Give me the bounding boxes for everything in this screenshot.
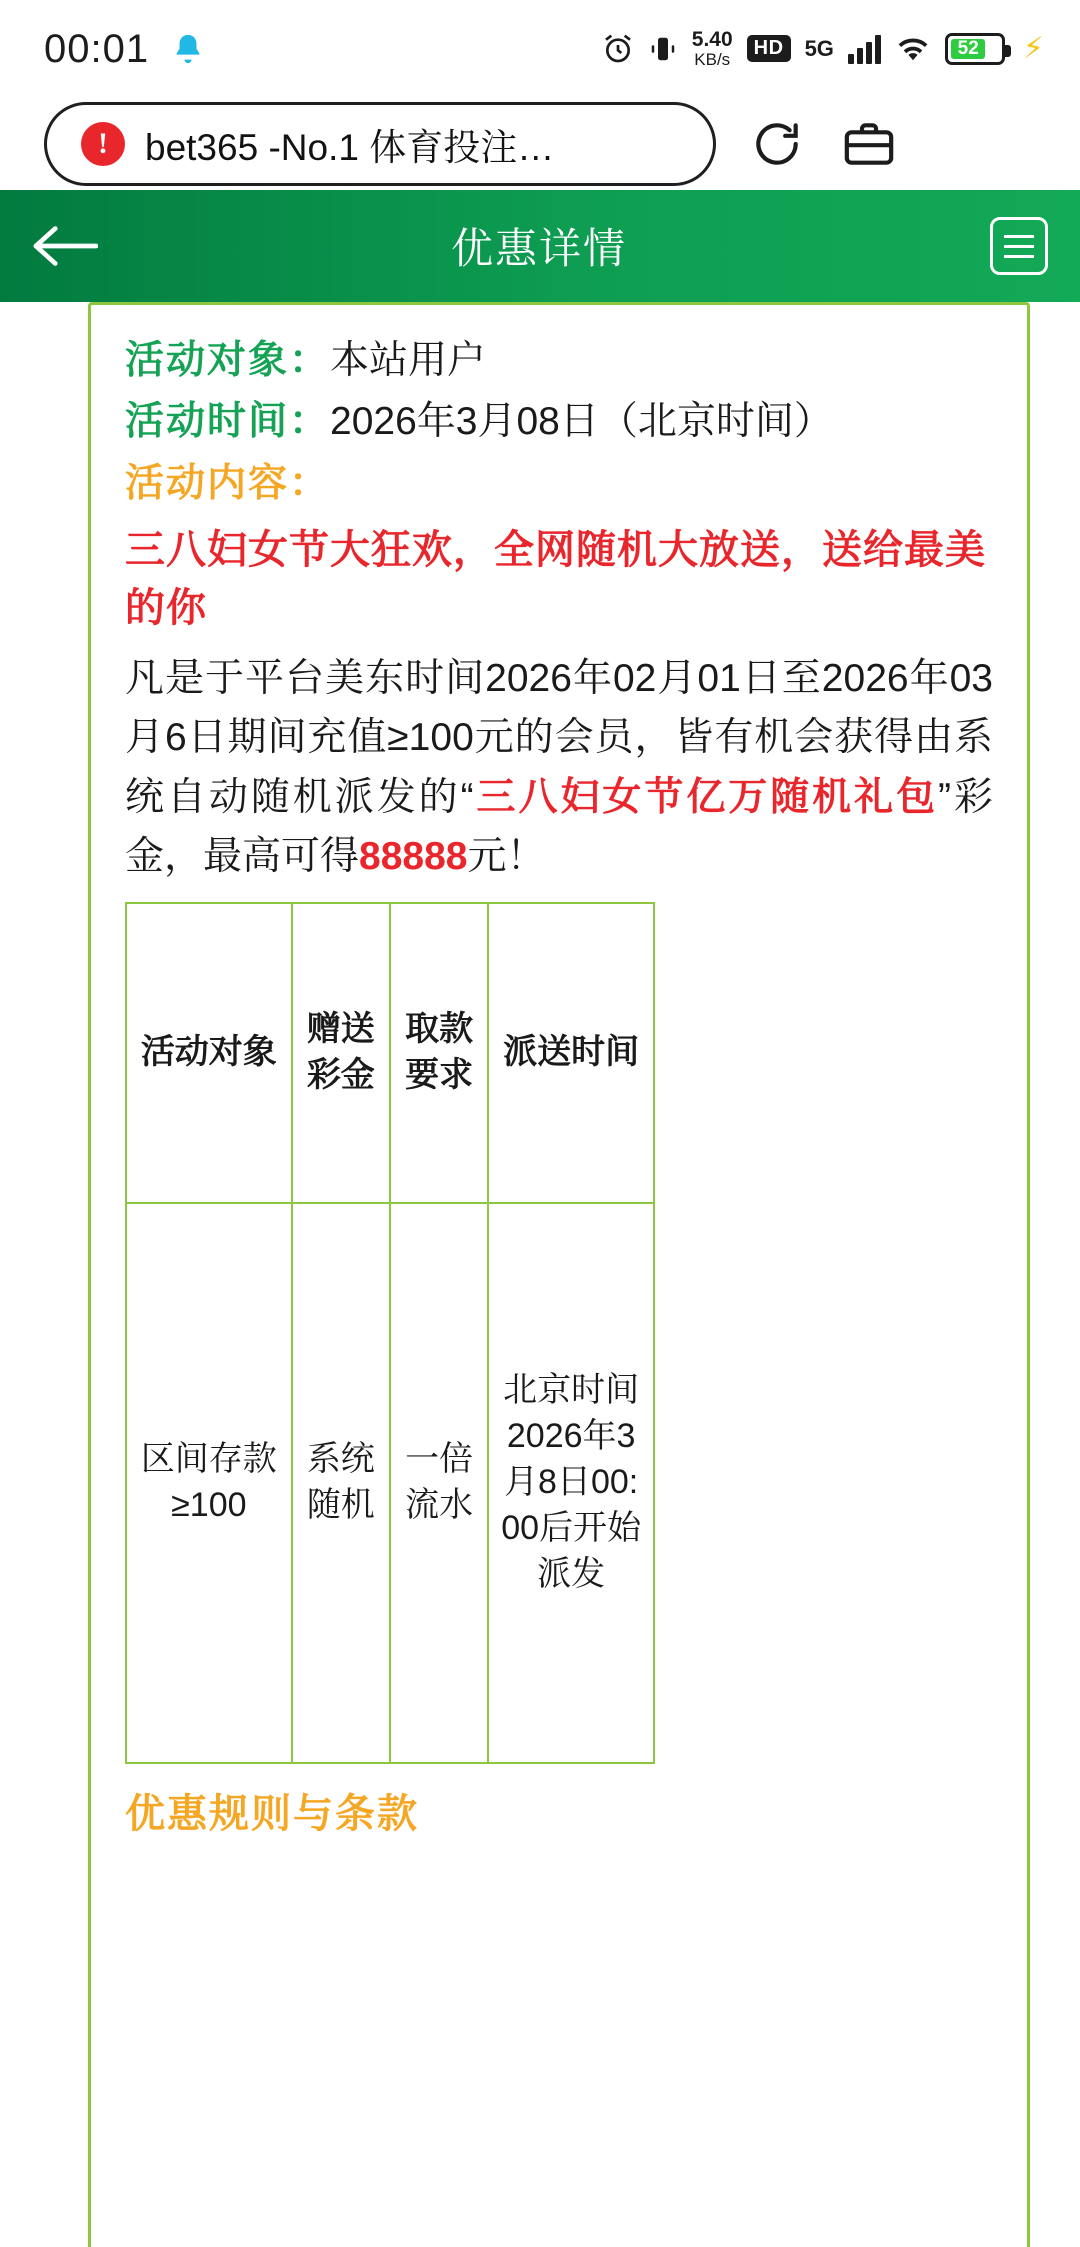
content-label-row bbox=[125, 456, 993, 511]
network-speed-unit: KB/s bbox=[694, 50, 731, 70]
table-row bbox=[126, 1203, 654, 1763]
audience-row bbox=[125, 333, 993, 388]
network-speed bbox=[692, 29, 733, 69]
promo-body-middle: ”彩金，最高可得 bbox=[125, 775, 993, 878]
table-header-cell-bonus: 赠送彩金 bbox=[292, 903, 390, 1203]
address-bar[interactable] bbox=[44, 102, 716, 186]
promo-table bbox=[125, 902, 655, 1764]
battery-percent: 52 bbox=[957, 37, 979, 59]
battery-indicator bbox=[945, 33, 1005, 65]
signal-bars-icon bbox=[848, 34, 881, 64]
back-arrow-icon[interactable] bbox=[30, 211, 100, 281]
browser-toolbar bbox=[0, 98, 1080, 190]
table-header-cell-time: 派送时间 bbox=[488, 903, 654, 1203]
table-cell-bonus: 系统随机 bbox=[292, 1203, 390, 1763]
promo-body-amount: 88888 bbox=[359, 834, 468, 878]
network-speed-value: 5.40 bbox=[691, 28, 733, 52]
alarm-clock-icon bbox=[602, 33, 634, 65]
audience-value: 本站用户 bbox=[330, 339, 487, 382]
warning-icon: ! bbox=[81, 122, 125, 166]
time-label: 活动时间： bbox=[125, 400, 331, 444]
table-header-cell-audience: 活动对象 bbox=[126, 903, 292, 1203]
lightning-bolt-icon: ⚡ bbox=[1022, 32, 1044, 66]
promo-body bbox=[125, 649, 993, 886]
promo-card bbox=[88, 302, 1030, 2247]
reload-icon[interactable] bbox=[746, 113, 808, 175]
promo-body-prefix: 凡是于平台美东时间2026年02月01日至2026年03月6日期间充值≥100元的会员，皆有机会获得由系统自动随机派发的“ bbox=[125, 657, 993, 819]
time-row bbox=[125, 394, 993, 449]
promo-body-suffix: 元！ bbox=[467, 834, 546, 878]
table-header-row bbox=[126, 903, 654, 1203]
time-value: 2026年3月08日（北京时间） bbox=[330, 400, 833, 444]
audience-label: 活动对象： bbox=[125, 339, 331, 382]
status-bar-right bbox=[602, 29, 1044, 69]
vibrate-icon bbox=[648, 33, 678, 65]
status-clock: 00:01 bbox=[44, 26, 150, 71]
page-title: 优惠详情 bbox=[450, 225, 627, 272]
table-cell-withdraw: 一倍流水 bbox=[390, 1203, 488, 1763]
menu-list-icon[interactable] bbox=[990, 217, 1048, 275]
status-bar bbox=[0, 0, 1080, 98]
network-type-label: 5G bbox=[804, 35, 834, 61]
table-header-cell-withdraw: 取款要求 bbox=[390, 903, 488, 1203]
address-bar-title: bet365 -No.1 体育投注… bbox=[145, 127, 555, 168]
bell-icon bbox=[171, 32, 205, 66]
promo-headline: 三八妇女节大狂欢，全网随机大放送，送给最美的你 bbox=[125, 528, 986, 631]
promo-rules-heading: 优惠规则与条款 bbox=[125, 1792, 419, 1837]
promo-content bbox=[0, 302, 1080, 2247]
hd-badge: HD bbox=[747, 35, 791, 62]
status-bar-left bbox=[44, 27, 205, 72]
wifi-icon bbox=[895, 34, 931, 64]
promo-body-highlight: 三八妇女节亿万随机礼包 bbox=[473, 775, 939, 819]
table-cell-time: 北京时间2026年3月8日00:00后开始派发 bbox=[488, 1203, 654, 1763]
app-header bbox=[0, 190, 1080, 302]
content-label: 活动内容： bbox=[125, 461, 331, 505]
toolbox-icon[interactable] bbox=[838, 113, 900, 175]
table-cell-audience: 区间存款≥100 bbox=[126, 1203, 292, 1763]
